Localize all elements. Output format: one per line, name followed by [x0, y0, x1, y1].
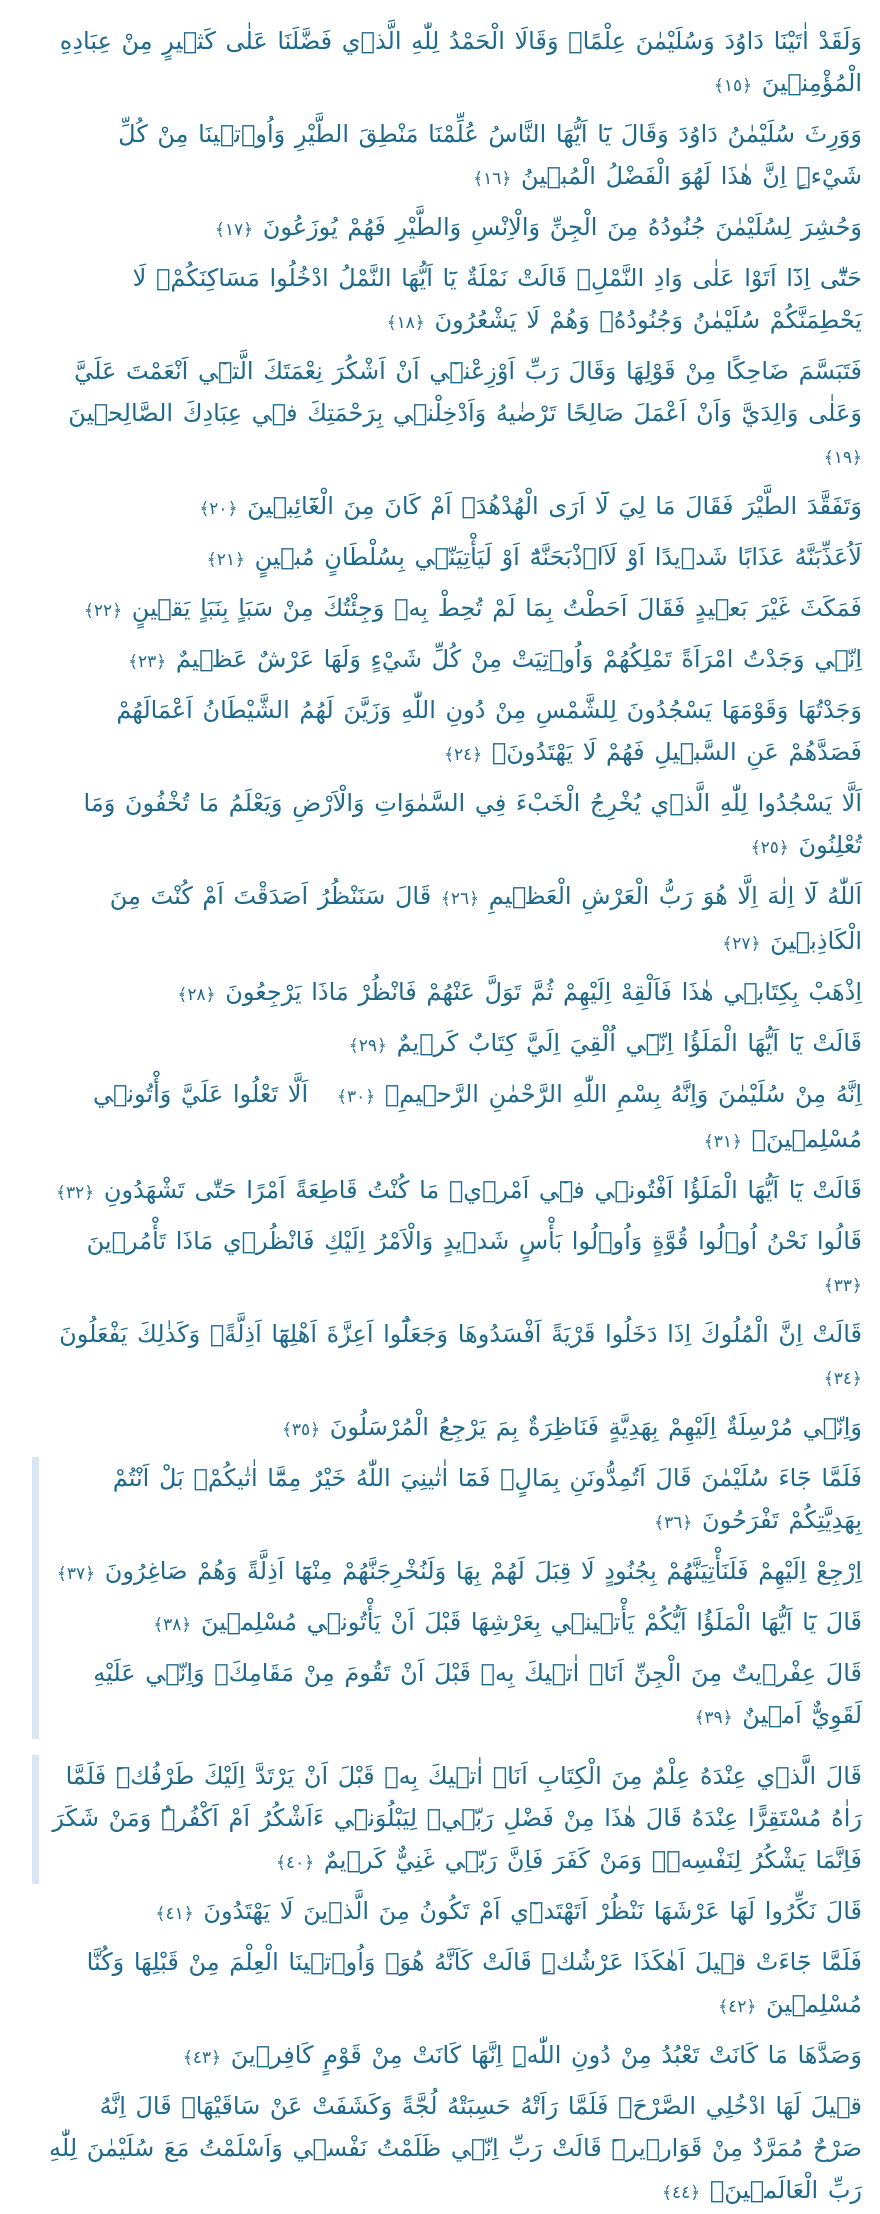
verse-number: ﴿٢٤﴾ — [444, 745, 483, 765]
verse-37 — [49, 1550, 862, 1595]
verse-text: اِذْهَبْ بِكِتَاب۪ي هٰذَا فَاَلْقِهْ اِلَيْهِمْ ثُمَّ تَوَلَّ عَنْهُمْ فَانْظُرْ مَاذَا يَرْجِعُونَ — [225, 978, 862, 1006]
verse-29 — [44, 1022, 862, 1067]
verse-number: ﴿٤٣﴾ — [182, 2048, 222, 2068]
verse-number: ﴿٣٤﴾ — [823, 1369, 862, 1389]
verse-number: ﴿٢٧﴾ — [722, 934, 761, 954]
verse-26-27 — [44, 875, 862, 965]
verse-number: ﴿٢٣﴾ — [128, 652, 167, 672]
verse-24 — [44, 689, 862, 776]
verse-number: ﴿١٦﴾ — [473, 169, 512, 189]
verse-number: ﴿٢٥﴾ — [750, 838, 789, 858]
verse-number: ﴿٢١﴾ — [206, 550, 245, 570]
verse-text: قَالَتْ اِنَّ الْمُلُوكَ اِذَا دَخَلُوا قَرْيَةً اَفْسَدُوهَا وَجَعَلُٓوا اَعِزَّةَ اَهْلِهَٓا اَذِلَّةًۚ وَكَذٰلِكَ يَفْعَلُونَ — [59, 1320, 862, 1348]
verse-number: ﴿٣٠﴾ — [337, 1087, 376, 1107]
verse-text: وَتَفَقَّدَ الطَّيْرَ فَقَالَ مَا لِيَ لَٓا اَرَى الْهُدْهُدَۘ اَمْ كَانَ مِنَ الْغَٓائِب۪ينَ — [247, 492, 862, 520]
verse-text: ق۪يلَ لَهَا ادْخُلِي الصَّرْحَۚ فَلَمَّا رَاَتْهُ حَسِبَتْهُ لُجَّةً وَكَشَفَتْ عَنْ سَاقَيْهَاۜ قَالَ اِنَّهُ صَرْحٌ مُمَرَّدٌ مِنْ قَوَار۪يرَۜ قَالَتْ رَبِّ اِنّ۪ي ظَلَمْتُ نَفْس۪ي وَاَسْلَمْتُ مَعَ سُلَيْمٰنَ لِلّٰهِ رَبِّ الْعَالَم۪ينَ۟ — [49, 2092, 862, 2204]
verse-text: قَالَ عِفْر۪يتٌ مِنَ الْجِنِّ اَنَا۬ اٰت۪يكَ بِه۪ قَبْلَ اَنْ تَقُومَ مِنْ مَقَامِكَۚ وَاِنّ۪ي عَلَيْهِ لَقَوِيٌّ اَم۪ينٌ — [93, 1659, 862, 1729]
verse-text: قَالَ نَكِّرُوا لَهَا عَرْشَهَا نَنْظُرْ اَتَهْتَد۪ٓي اَمْ تَكُونُ مِنَ الَّذ۪ينَ لَا يَهْتَدُونَ — [203, 1897, 862, 1925]
verse-text: اَلَّا يَسْجُدُوا لِلّٰهِ الَّذ۪ي يُخْرِجُ الْخَبْءَ فِي السَّمٰوَاتِ وَالْاَرْضِ وَيَعْلَمُ مَا تُخْفُونَ وَمَا تُعْلِنُونَ — [83, 789, 862, 859]
verse-number: ﴿٢٢﴾ — [83, 601, 123, 621]
verse-text: اَللّٰهُ لَٓا اِلٰهَ اِلَّا هُوَ رَبُّ الْعَرْشِ الْعَظ۪يمِ — [488, 882, 862, 910]
verse-text: اِنّ۪ي وَجَدْتُ امْرَاَةً تَمْلِكُهُمْ وَاُو۫تِيَتْ مِنْ كُلِّ شَيْءٍ وَلَهَا عَرْشٌ عَظ۪يمٌ — [175, 645, 862, 673]
verse-39 — [49, 1652, 862, 1739]
verse-18 — [44, 257, 862, 344]
verse-text: اِرْجِعْ اِلَيْهِمْ فَلَنَأْتِيَنَّهُمْ بِجُنُودٍ لَا قِبَلَ لَهُمْ بِهَا وَلَنُخْرِجَنَّهُمْ مِنْهَٓا اَذِلَّةً وَهُمْ صَاغِرُونَ — [104, 1557, 862, 1585]
verse-number: ﴿٤٢﴾ — [718, 1997, 757, 2017]
verse-16 — [44, 113, 862, 200]
verse-text: قَالَ يَٓا اَيُّهَا الْمَلَؤُا اَيُّكُمْ يَأْت۪ين۪ي بِعَرْشِهَا قَبْلَ اَنْ يَأْتُون۪ي مُسْلِم۪ينَ — [201, 1608, 862, 1636]
verse-number: ﴿٢٦﴾ — [440, 889, 480, 909]
verse-text: قَالَ سَنَنْظُرُ اَصَدَقْتَ اَمْ كُنْتَ مِنَ الْكَاذِب۪ينَ — [109, 882, 862, 955]
verse-28 — [44, 971, 862, 1016]
verse-text: قَالَ الَّذ۪ي عِنْدَهُ عِلْمٌ مِنَ الْكِتَابِ اَنَا۬ اٰت۪يكَ بِه۪ قَبْلَ اَنْ يَرْتَدَّ اِلَيْكَ طَرْفُكَۜ فَلَمَّا رَاٰهُ مُسْتَقِرًّا عِنْدَهُ قَالَ هٰذَا مِنْ فَضْلِ رَبّ۪يۜ لِيَبْلُوَن۪ٓي ءَاَشْكُرُ اَمْ اَكْفُرُۜ وَمَنْ شَكَرَ فَاِنَّمَا يَشْكُرُ لِنَفْسِه۪ۚ وَمَنْ كَفَرَ فَاِنَّ رَبّ۪ي غَنِيٌّ كَر۪يمٌ — [52, 1762, 862, 1874]
highlighted-block — [32, 1457, 862, 1739]
verse-19 — [44, 350, 862, 479]
verse-text: قَالَتْ يَٓا اَيُّهَا الْمَلَؤُا اِنّ۪ٓي اُلْقِيَ اِلَيَّ كِتَابٌ كَر۪يمٌ — [396, 1029, 862, 1057]
verse-text: وَحُشِرَ لِسُلَيْمٰنَ جُنُودُهُ مِنَ الْجِنِّ وَالْاِنْسِ وَالطَّيْرِ فَهُمْ يُوزَعُونَ — [262, 213, 862, 241]
verse-30-31 — [44, 1073, 862, 1163]
verse-number: ﴿٤٠﴾ — [275, 1853, 315, 1873]
verse-34 — [44, 1313, 862, 1400]
verse-number: ﴿٣٢﴾ — [56, 1183, 95, 1203]
verse-number: ﴿٤٤﴾ — [661, 2183, 701, 2203]
verse-text: قَالُوا نَحْنُ اُو۬لُوا قُوَّةٍ وَاُو۬لُوا بَأْسٍ شَد۪يدٍ وَالْاَمْرُ اِلَيْكِ فَانْظُر۪ي مَاذَا تَأْمُر۪ينَ — [86, 1227, 862, 1255]
verse-number: ﴿٢٩﴾ — [348, 1036, 387, 1056]
verse-number: ﴿٢٠﴾ — [199, 499, 238, 519]
verse-38 — [49, 1601, 862, 1646]
verse-text: اَلَّا تَعْلُوا عَلَيَّ وَأْتُون۪ي مُسْلِم۪ينَ۟ — [92, 1080, 862, 1153]
verse-number: ﴿٤١﴾ — [155, 1904, 194, 1924]
highlighted-block — [32, 1755, 862, 1884]
verse-number: ﴿١٩﴾ — [823, 448, 862, 468]
verse-41 — [44, 1890, 862, 1935]
verse-21 — [44, 536, 862, 581]
verse-32 — [44, 1169, 862, 1214]
verse-text: وَوَرِثَ سُلَيْمٰنُ دَاوُدَ وَقَالَ يَٓا اَيُّهَا النَّاسُ عُلِّمْنَا مَنْطِقَ الطَّيْرِ وَاُو۫ت۪ينَا مِنْ كُلِّ شَيْءٍۜ اِنَّ هٰذَا لَهُوَ الْفَضْلُ الْمُب۪ينُ — [118, 120, 862, 190]
verse-number: ﴿٢٨﴾ — [177, 985, 216, 1005]
verse-number: ﴿٣٥﴾ — [281, 1420, 321, 1440]
verse-44 — [44, 2085, 862, 2214]
verse-text: فَتَبَسَّمَ ضَاحِكًا مِنْ قَوْلِهَا وَقَالَ رَبِّ اَوْزِعْن۪ٓي اَنْ اَشْكُرَ نِعْمَتَكَ الَّت۪ٓي اَنْعَمْتَ عَلَيَّ وَعَلٰى وَالِدَيَّ وَاَنْ اَعْمَلَ صَالِحًا تَرْضٰيهُ وَاَدْخِلْن۪ي بِرَحْمَتِكَ ف۪ي عِبَادِكَ الصَّالِح۪ينَ — [68, 357, 862, 427]
verse-text: فَلَمَّا جَٓاءَتْ ق۪يلَ اَهٰكَذَا عَرْشُكِۜ قَالَتْ كَاَنَّهُ هُوَۚ وَاُو۫ت۪ينَا الْعِلْمَ مِنْ قَبْلِهَا وَكُنَّا مُسْلِم۪ينَ — [86, 1948, 862, 2018]
verse-25 — [44, 782, 862, 869]
verse-43 — [44, 2034, 862, 2079]
verse-number: ﴿١٥﴾ — [713, 76, 753, 96]
verse-text: وَصَدَّهَا مَا كَانَتْ تَعْبُدُ مِنْ دُونِ اللّٰهِۜ اِنَّهَا كَانَتْ مِنْ قَوْمٍ كَافِر۪ينَ — [230, 2041, 862, 2069]
verse-number: ﴿٣٩﴾ — [694, 1708, 733, 1728]
verse-text: فَلَمَّا جَٓاءَ سُلَيْمٰنَ قَالَ اَتُمِدُّونَنِ بِمَالٍۘ فَمَٓا اٰتٰينِيَ اللّٰهُ خَيْرٌ مِمَّٓا اٰتٰيكُمْۚ بَلْ اَنْتُمْ بِهَدِيَّتِكُمْ تَفْرَحُونَ — [112, 1464, 862, 1534]
verse-22 — [44, 587, 862, 632]
verse-36 — [49, 1457, 862, 1544]
verse-15 — [44, 20, 862, 107]
verse-40 — [49, 1755, 862, 1884]
verse-number: ﴿٣٦﴾ — [654, 1513, 693, 1533]
verse-text: وَلَقَدْ اٰتَيْنَا دَاوُدَ وَسُلَيْمٰنَ عِلْمًاۚ وَقَالَا الْحَمْدُ لِلّٰهِ الَّذ۪ي فَضَّلَنَا عَلٰى كَث۪يرٍ مِنْ عِبَادِهِ الْمُؤْمِن۪ينَ — [59, 27, 862, 97]
verse-17 — [44, 206, 862, 251]
spacer — [44, 1745, 862, 1755]
verse-23 — [44, 638, 862, 683]
verse-number: ﴿٣٧﴾ — [56, 1564, 96, 1584]
verse-text: وَاِنّ۪ي مُرْسِلَةٌ اِلَيْهِمْ بِهَدِيَّةٍ فَنَاظِرَةٌ بِمَ يَرْجِعُ الْمُرْسَلُونَ — [329, 1413, 862, 1441]
verse-number: ﴿١٧﴾ — [214, 220, 254, 240]
verse-text: وَجَدْتُهَا وَقَوْمَهَا يَسْجُدُونَ لِلشَّمْسِ مِنْ دُونِ اللّٰهِ وَزَيَّنَ لَهُمُ الشَّيْطَانُ اَعْمَالَهُمْ فَصَدَّهُمْ عَنِ السَّب۪يلِ فَهُمْ لَا يَهْتَدُونَۙ — [116, 696, 862, 766]
verse-number: ﴿١٨﴾ — [386, 313, 425, 333]
verse-text: قَالَتْ يَٓا اَيُّهَا الْمَلَؤُا اَفْتُون۪ي ف۪ٓي اَمْر۪يۚ مَا كُنْتُ قَاطِعَةً اَمْرًا حَتّٰى تَشْهَدُونِ — [103, 1176, 862, 1204]
verse-number: ﴿٣١﴾ — [703, 1132, 742, 1152]
verse-42 — [44, 1941, 862, 2028]
verse-33 — [44, 1220, 862, 1307]
verse-20 — [44, 485, 862, 530]
verse-35 — [44, 1406, 862, 1451]
verse-text: لَاُعَذِّبَنَّهُ عَذَابًا شَد۪يدًا اَوْ لَاَا۬ذْبَحَنَّهُٓ اَوْ لَيَأْتِيَنّ۪ي بِسُلْطَانٍ مُب۪ينٍ — [254, 543, 862, 571]
verse-text: حَتّٰٓى اِذَٓا اَتَوْا عَلٰى وَادِ النَّمْلِۙ قَالَتْ نَمْلَةٌ يَٓا اَيُّهَا النَّمْلُ ادْخُلُوا مَسَاكِنَكُمْۚ لَا يَحْطِمَنَّكُمْ سُلَيْمٰنُ وَجُنُودُهُۙ وَهُمْ لَا يَشْعُرُونَ — [132, 264, 862, 334]
verse-number: ﴿٣٣﴾ — [823, 1276, 862, 1296]
verse-number: ﴿٣٨﴾ — [153, 1615, 192, 1635]
verse-text: اِنَّهُ مِنْ سُلَيْمٰنَ وَاِنَّهُ بِسْمِ اللّٰهِ الرَّحْمٰنِ الرَّح۪يمِۙ — [384, 1080, 862, 1108]
verse-text: فَمَكَثَ غَيْرَ بَع۪يدٍ فَقَالَ اَحَطْتُ بِمَا لَمْ تُحِطْ بِه۪ وَجِئْتُكَ مِنْ سَبَاٍ بِنَبَاٍ يَق۪ينٍ — [131, 594, 862, 622]
